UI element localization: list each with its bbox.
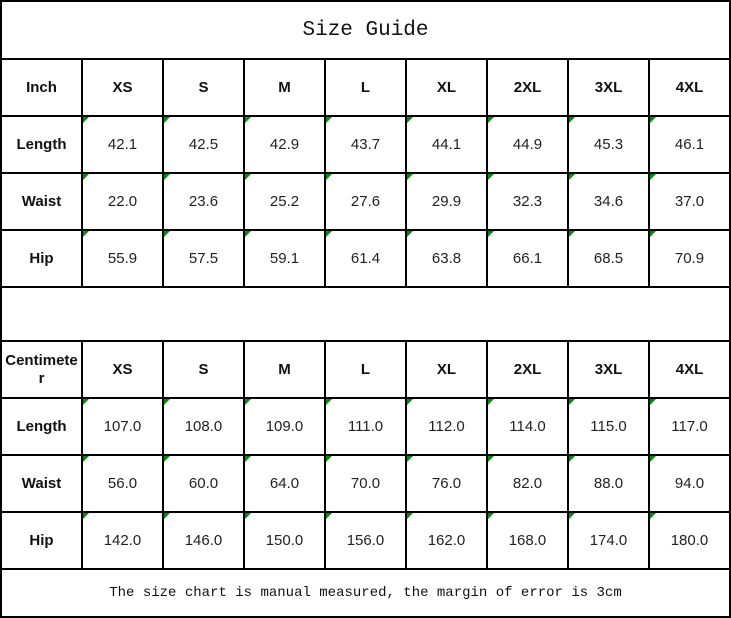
spacer-cell	[1, 287, 730, 341]
value-cell	[568, 398, 649, 455]
size-col-header-s: S	[163, 341, 244, 398]
size-col-header-xl: XL	[406, 59, 487, 116]
value-cell	[487, 116, 568, 173]
cell-value: 64.0	[269, 475, 300, 492]
cell-flag-icon	[488, 231, 494, 237]
value-cell	[649, 512, 730, 569]
cell-value: 56.0	[107, 475, 138, 492]
cell-flag-icon	[326, 174, 332, 180]
cell-value: 107.0	[103, 418, 142, 435]
value-cell	[487, 512, 568, 569]
cell-flag-icon	[164, 399, 170, 405]
cell-value: 114.0	[509, 418, 546, 435]
cell-flag-icon	[650, 117, 656, 123]
cell-flag-icon	[83, 513, 89, 519]
value-cell	[406, 455, 487, 512]
size-col-header-m: M	[244, 59, 325, 116]
cell-flag-icon	[245, 231, 251, 237]
value-cell	[82, 230, 163, 287]
cell-flag-icon	[488, 174, 494, 180]
cell-flag-icon	[164, 513, 170, 519]
row-label-length: Length	[1, 116, 82, 173]
cell-flag-icon	[569, 513, 575, 519]
size-col-header-4xl: 4XL	[649, 341, 730, 398]
value-cell	[325, 398, 406, 455]
value-cell	[244, 455, 325, 512]
cell-flag-icon	[245, 513, 251, 519]
cell-value: 66.1	[512, 250, 543, 267]
cell-flag-icon	[569, 174, 575, 180]
cell-value: 61.4	[350, 250, 381, 267]
inch-length-row	[1, 116, 730, 173]
cell-value: 46.1	[674, 136, 705, 153]
value-cell	[325, 116, 406, 173]
value-cell	[406, 512, 487, 569]
cell-flag-icon	[407, 231, 413, 237]
cell-flag-icon	[164, 174, 170, 180]
cell-value: 43.7	[350, 136, 381, 153]
cell-flag-icon	[650, 456, 656, 462]
size-col-header-3xl: 3XL	[568, 341, 649, 398]
cell-value: 88.0	[593, 475, 624, 492]
cell-flag-icon	[650, 513, 656, 519]
cell-flag-icon	[407, 117, 413, 123]
size-col-header-xl: XL	[406, 341, 487, 398]
cell-value: 68.5	[593, 250, 624, 267]
cell-flag-icon	[245, 399, 251, 405]
value-cell	[82, 398, 163, 455]
value-cell	[163, 455, 244, 512]
cell-flag-icon	[650, 231, 656, 237]
title-row	[1, 1, 730, 59]
size-col-header-l: L	[325, 341, 406, 398]
cm-waist-row	[1, 455, 730, 512]
cell-flag-icon	[407, 513, 413, 519]
cell-value: 168.0	[508, 532, 547, 549]
cell-value: 111.0	[347, 418, 384, 435]
cell-flag-icon	[326, 513, 332, 519]
size-col-header-xs: XS	[82, 341, 163, 398]
size-col-header-xs: XS	[82, 59, 163, 116]
cell-flag-icon	[407, 399, 413, 405]
value-cell	[244, 512, 325, 569]
cell-flag-icon	[488, 399, 494, 405]
cell-value: 45.3	[593, 136, 624, 153]
cell-value: 25.2	[269, 193, 300, 210]
value-cell	[325, 512, 406, 569]
cell-value: 162.0	[427, 532, 466, 549]
cell-value: 82.0	[512, 475, 543, 492]
row-label-hip: Hip	[1, 512, 82, 569]
value-cell	[244, 173, 325, 230]
value-cell	[244, 398, 325, 455]
row-label-waist: Waist	[1, 173, 82, 230]
cell-flag-icon	[326, 117, 332, 123]
value-cell	[487, 230, 568, 287]
page-title: Size Guide	[1, 1, 730, 59]
value-cell	[163, 512, 244, 569]
cell-value: 60.0	[188, 475, 219, 492]
value-cell	[487, 455, 568, 512]
centimeter-header-row	[1, 341, 730, 398]
value-cell	[649, 455, 730, 512]
cell-flag-icon	[83, 117, 89, 123]
cell-value: 112.0	[428, 418, 465, 435]
cell-value: 29.9	[431, 193, 462, 210]
cell-value: 44.1	[431, 136, 462, 153]
size-col-header-2xl: 2XL	[487, 341, 568, 398]
cell-flag-icon	[245, 174, 251, 180]
cell-value: 57.5	[188, 250, 219, 267]
value-cell	[244, 116, 325, 173]
cell-value: 117.0	[671, 418, 708, 435]
cell-flag-icon	[164, 456, 170, 462]
value-cell	[325, 455, 406, 512]
value-cell	[568, 455, 649, 512]
value-cell	[487, 173, 568, 230]
cell-value: 42.5	[188, 136, 219, 153]
cell-value: 109.0	[265, 418, 304, 435]
cell-flag-icon	[245, 456, 251, 462]
value-cell	[649, 173, 730, 230]
cell-value: 44.9	[512, 136, 543, 153]
value-cell	[406, 116, 487, 173]
cell-value: 42.9	[269, 136, 300, 153]
cell-value: 34.6	[593, 193, 624, 210]
cell-value: 156.0	[346, 532, 385, 549]
cell-value: 63.8	[431, 250, 462, 267]
value-cell	[163, 398, 244, 455]
cell-flag-icon	[650, 174, 656, 180]
cell-flag-icon	[407, 174, 413, 180]
cell-value: 23.6	[188, 193, 219, 210]
inch-header-row	[1, 59, 730, 116]
cell-value: 32.3	[512, 193, 543, 210]
cell-value: 70.0	[350, 475, 381, 492]
cell-flag-icon	[488, 117, 494, 123]
value-cell	[82, 173, 163, 230]
cell-flag-icon	[83, 399, 89, 405]
cell-flag-icon	[245, 117, 251, 123]
value-cell	[163, 173, 244, 230]
unit-header-centimeter: Centimeter	[1, 341, 82, 398]
size-col-header-3xl: 3XL	[568, 59, 649, 116]
value-cell	[325, 230, 406, 287]
row-label-hip: Hip	[1, 230, 82, 287]
cell-value: 174.0	[589, 532, 628, 549]
value-cell	[568, 230, 649, 287]
unit-header-inch: Inch	[1, 59, 82, 116]
cell-flag-icon	[569, 231, 575, 237]
cell-flag-icon	[164, 117, 170, 123]
cell-value: 27.6	[350, 193, 381, 210]
cm-length-row	[1, 398, 730, 455]
cell-value: 55.9	[107, 250, 138, 267]
cell-value: 59.1	[269, 250, 300, 267]
value-cell	[649, 398, 730, 455]
inch-hip-row	[1, 230, 730, 287]
size-col-header-s: S	[163, 59, 244, 116]
value-cell	[325, 173, 406, 230]
cell-value: 142.0	[103, 532, 142, 549]
cell-value: 115.0	[590, 418, 627, 435]
row-label-length: Length	[1, 398, 82, 455]
cell-value: 76.0	[431, 475, 462, 492]
value-cell	[568, 116, 649, 173]
spacer-row	[1, 287, 730, 341]
cell-flag-icon	[650, 399, 656, 405]
cell-flag-icon	[488, 513, 494, 519]
value-cell	[244, 230, 325, 287]
value-cell	[82, 455, 163, 512]
inch-waist-row	[1, 173, 730, 230]
cm-hip-row	[1, 512, 730, 569]
cell-value: 22.0	[107, 193, 138, 210]
value-cell	[649, 230, 730, 287]
value-cell	[82, 512, 163, 569]
cell-value: 150.0	[265, 532, 304, 549]
cell-flag-icon	[83, 231, 89, 237]
cell-value: 42.1	[107, 136, 138, 153]
cell-value: 37.0	[674, 193, 705, 210]
size-col-header-4xl: 4XL	[649, 59, 730, 116]
size-col-header-l: L	[325, 59, 406, 116]
cell-value: 108.0	[184, 418, 223, 435]
cell-flag-icon	[569, 456, 575, 462]
cell-flag-icon	[326, 399, 332, 405]
cell-flag-icon	[326, 456, 332, 462]
cell-flag-icon	[569, 117, 575, 123]
value-cell	[163, 230, 244, 287]
cell-flag-icon	[407, 456, 413, 462]
value-cell	[568, 512, 649, 569]
value-cell	[487, 398, 568, 455]
cell-value: 146.0	[184, 532, 223, 549]
value-cell	[406, 230, 487, 287]
cell-flag-icon	[83, 456, 89, 462]
cell-flag-icon	[569, 399, 575, 405]
value-cell	[649, 116, 730, 173]
footer-row	[1, 569, 730, 617]
footer-note: The size chart is manual measured, the margin of error is 3cm	[1, 569, 730, 617]
size-col-header-2xl: 2XL	[487, 59, 568, 116]
cell-value: 94.0	[674, 475, 705, 492]
row-label-waist: Waist	[1, 455, 82, 512]
size-col-header-m: M	[244, 341, 325, 398]
value-cell	[163, 116, 244, 173]
cell-flag-icon	[164, 231, 170, 237]
cell-flag-icon	[488, 456, 494, 462]
value-cell	[568, 173, 649, 230]
value-cell	[406, 173, 487, 230]
value-cell	[406, 398, 487, 455]
value-cell	[82, 116, 163, 173]
cell-value: 180.0	[670, 532, 709, 549]
cell-flag-icon	[326, 231, 332, 237]
cell-flag-icon	[83, 174, 89, 180]
cell-value: 70.9	[674, 250, 705, 267]
